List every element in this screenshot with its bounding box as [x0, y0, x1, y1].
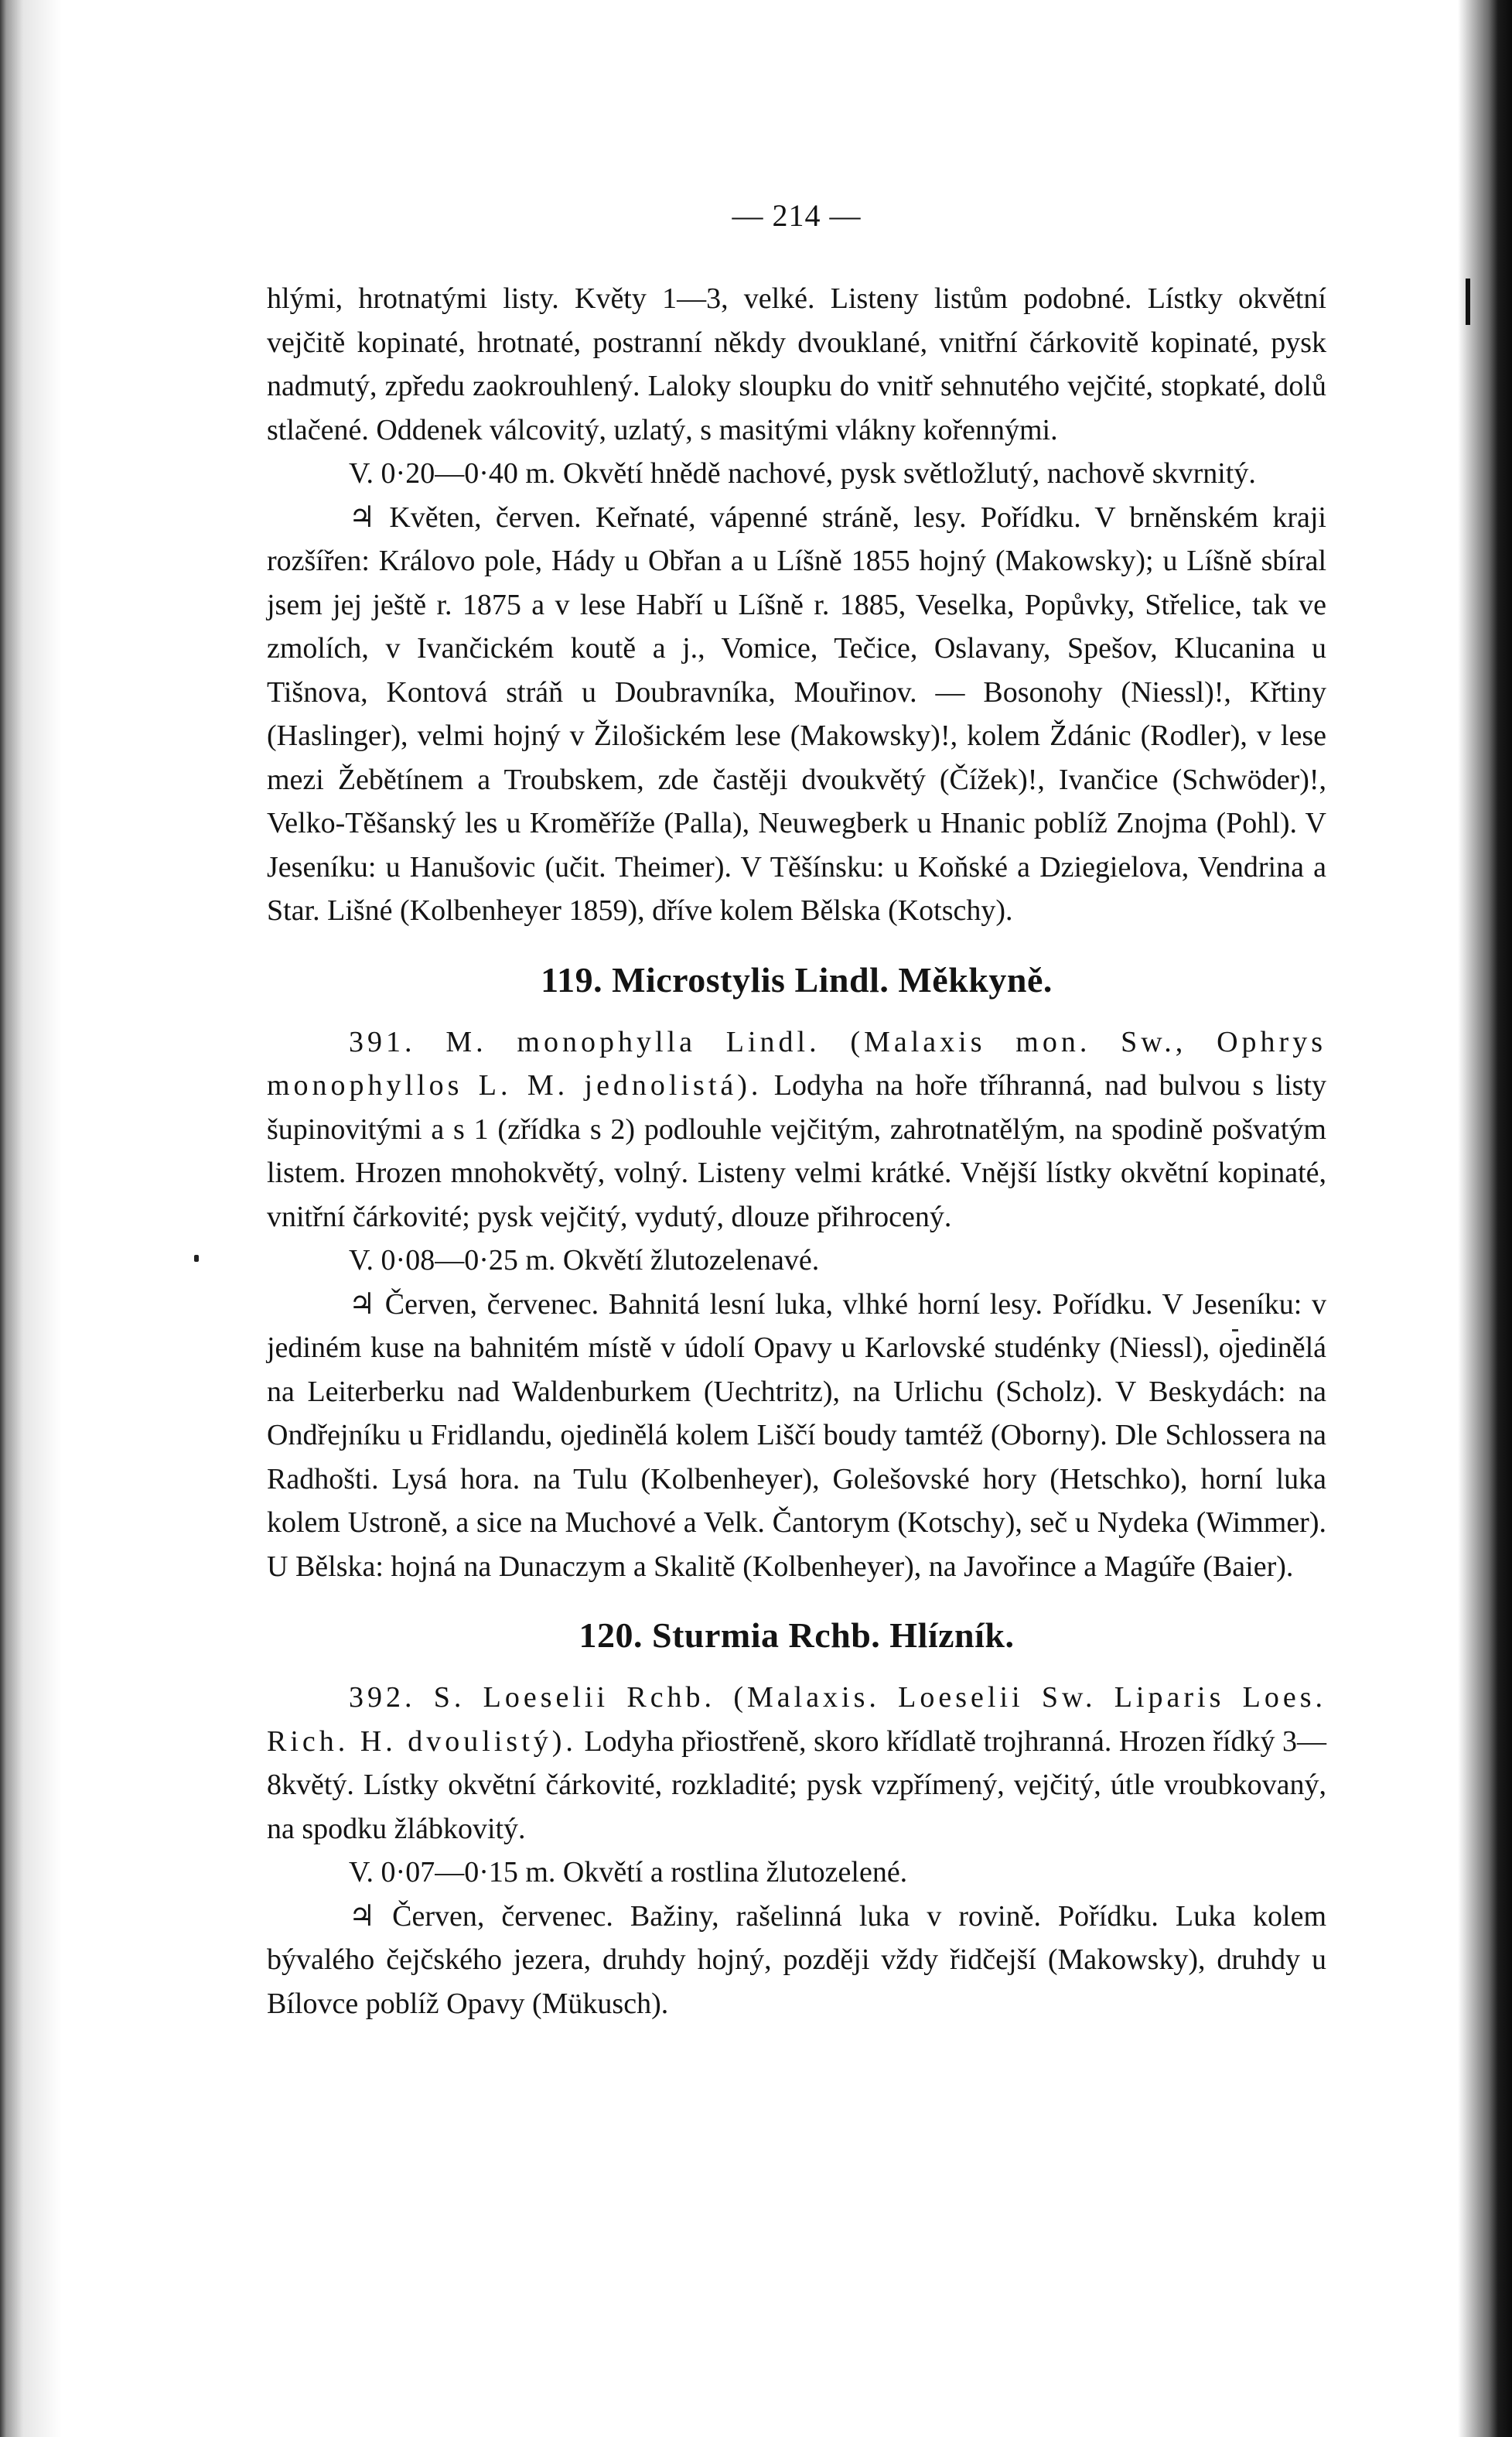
species-392-description: Lodyha přiostřeně, skoro křídlatě trojhranná. Hrozen řídký 3—8květý. Lístky okvětní čárkovité, rozkladité; pysk vzpřímený, vejčitý, útle vroubkovaný, na spodku žlábkovitý.	[267, 1724, 1326, 1845]
species-distribution: ♃ Květen, červen. Keřnaté, vápenné stráně, lesy. Pořídku. V brněnském kraji rozšířen: Královo pole, Hády u Obřan a u Líšně 1855 hojný (Makowsky); u Líšně sbíral jsem jej ještě r. 1875 a v lese Habří u Líšně r. 1885, Veselka, Popůvky, Střelice, tak ve zmolích, v Ivančickém koutě a j., Vomice, Tečice, Oslavany, Spešov, Klucanina u Tišnova, Kontová stráň u Doubravníka, Mouřinov. — Bosonohy (Niessl)!, Křtiny (Haslinger), velmi hojný v Žilošickém lese (Makowsky)!, kolem Ždánic (Rodler), v lese mezi Žebětínem a Troubskem, zde častěji dvoukvětý (Čížek)!, Ivančice (Schwöder)!, Velko-Těšanský les u Kroměříže (Palla), Neuwegberk u Hnanic poblíž Znojma (Pohl). V Jeseníku: u Hanušovic (učit. Theimer). V Těšínsku: u Koňské a Dziegielova, Vendrina a Star. Lišné (Kolbenheyer 1859), dříve kolem Bělska (Kotschy).	[267, 501, 1326, 927]
genus-heading-120: 120. Sturmia Rchb. Hlízník.	[579, 1615, 1015, 1655]
scan-right-edge	[1458, 0, 1512, 2437]
species-392-size: V. 0·07—0·15 m. Okvětí a rostlina žlutozelené.	[349, 1856, 908, 1888]
book-page	[267, 197, 1326, 2025]
genus-heading-119: 119. Microstylis Lindl. Měkkyně.	[541, 959, 1053, 1000]
species-description-continued: hlými, hrotnatými listy. Květy 1—3, velké. Listeny listům podobné. Lístky okvětní vejčitě kopinaté, hrotnaté, postranní někdy dvouklané, vnitřní čárkovitě kopinaté, pysk nadmutý, zpředu zaokrouhlený. Laloky sloupku do vnitř sehnutého vejčité, stopkaté, dolů stlačené. Oddenek válcovitý, uzlatý, s masitými vlákny kořennými.	[267, 282, 1326, 446]
species-391-distribution: ♃ Červen, červenec. Bahnitá lesní luka, vlhké horní lesy. Pořídku. V Jeseníku: v jediném kuse na bahnitém místě v údolí Opavy u Karlovské studénky (Niessl), ojedinělá na Leiterberku nad Waldenburkem (Uechtritz), na Urlichu (Scholz). V Beskydách: na Ondřejníku u Fridlandu, ojedinělá kolem Liščí boudy tamtéž (Oborny). Dle Schlossera na Radhošti. Lysá hora. na Tulu (Kolbenheyer), Golešovské hory (Hetschko), horní luka kolem Ustroně, a sice na Muchové a Velk. Čantorym (Kotschy), seč u Nydeka (Wimmer). U Bělska: hojná na Dunaczym a Skalitě (Kolbenheyer), na Javořince a Magúře (Baier).	[267, 1287, 1326, 1583]
species-size: V. 0·20—0·40 m. Okvětí hnědě nachové, pysk světložlutý, nachově skvrnitý.	[349, 457, 1256, 490]
species-391-description: Lodyha na hoře tříhranná, nad bulvou s listy šupinovitými a s 1 (zřídka s 2) podlouhle vejčitým, zahrotnatělým, na spodině pošvatým listem. Hrozen mnohokvětý, volný. Listeny velmi krátké. Vnější lístky okvětní kopinaté, vnitřní čárkovité; pysk vejčitý, vydutý, dlouze přihrocený.	[267, 1069, 1327, 1233]
species-391-name: 391. M. monophylla Lindl. (Malaxis mon. Sw., Ophrys monophyllos L. M. jednolistá).	[267, 1025, 1326, 1102]
scan-left-edge	[0, 0, 62, 2437]
species-391-size: V. 0·08—0·25 m. Okvětí žlutozelenavé.	[349, 1244, 820, 1277]
species-392-distribution: ♃ Červen, červenec. Bažiny, rašelinná luka v rovině. Pořídku. Luka kolem bývalého čejčského jezera, druhdy hojný, později vždy řidčejší (Makowsky), druhdy u Bílovce poblíž Opavy (Mükusch).	[267, 1899, 1326, 2020]
species-391-entry	[267, 1020, 1326, 1239]
scan-speck	[1466, 279, 1470, 325]
species-392-name: 392. S. Loeselii Rchb. (Malaxis. Loeselii Sw. Liparis Loes. Rich. H. dvoulistý).	[267, 1681, 1326, 1758]
page-number: — 214 —	[732, 198, 862, 233]
species-392-entry	[267, 1676, 1326, 1851]
margin-mark	[194, 1255, 199, 1262]
